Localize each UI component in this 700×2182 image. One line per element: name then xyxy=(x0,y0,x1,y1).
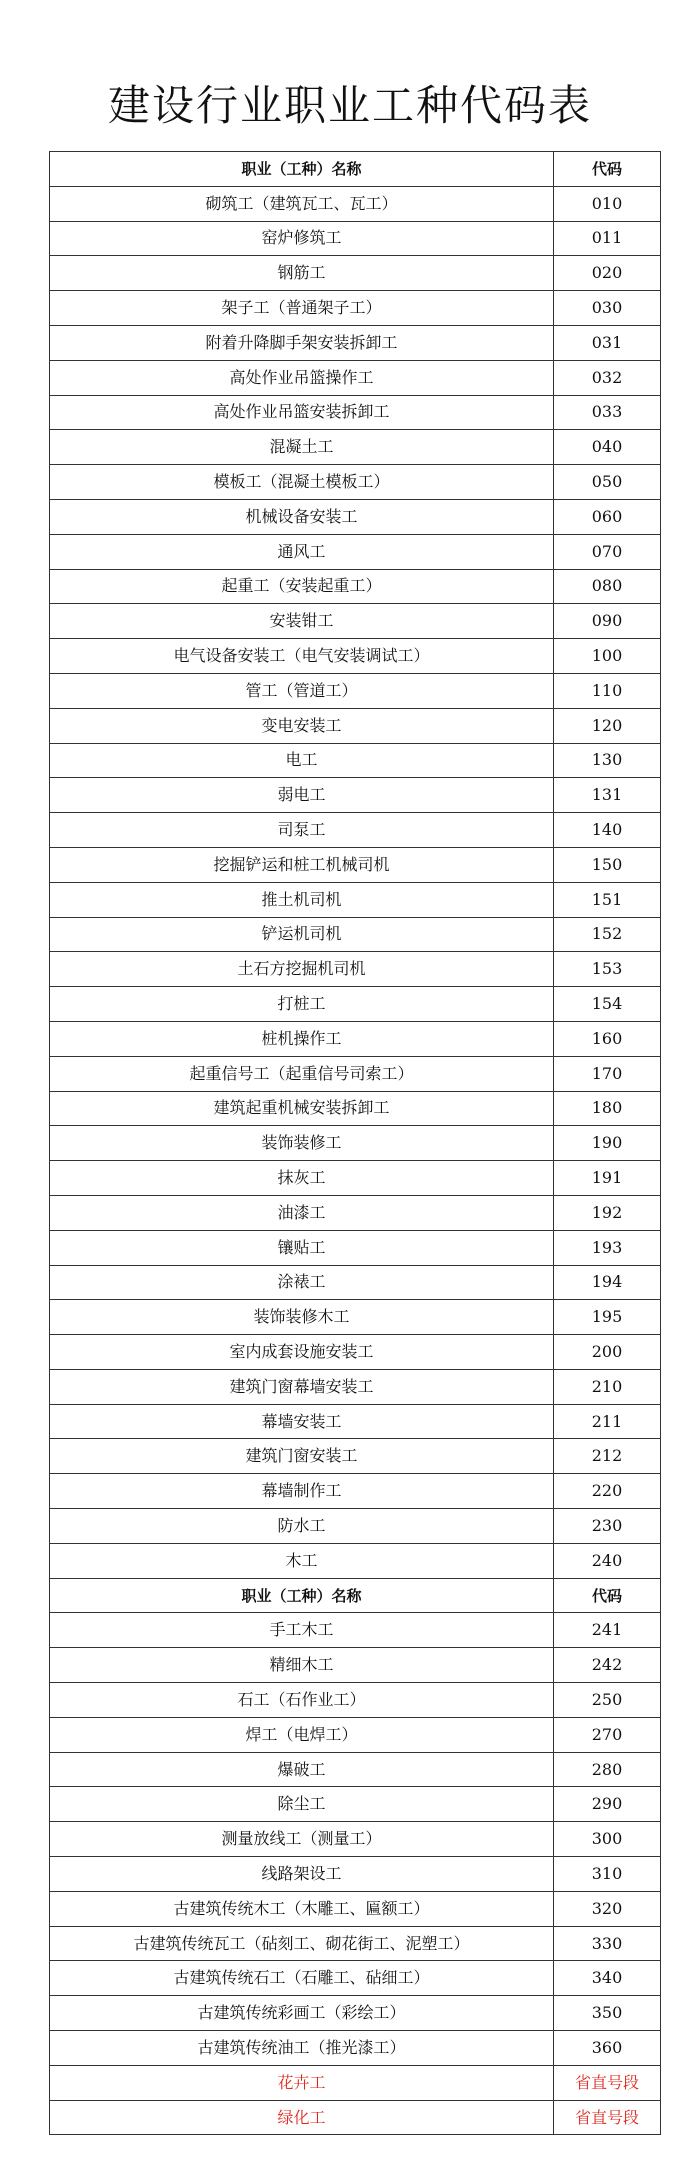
table-row xyxy=(50,1717,661,1752)
occupation-name-cell: 砌筑工（建筑瓦工、瓦工） xyxy=(50,186,554,221)
occupation-name-cell: 除尘工 xyxy=(50,1787,554,1822)
occupation-name-cell: 装饰装修木工 xyxy=(50,1300,554,1335)
table-row xyxy=(50,1265,661,1300)
occupation-code-cell: 330 xyxy=(554,1926,661,1961)
occupation-code-cell: 151 xyxy=(554,882,661,917)
table-row xyxy=(50,221,661,256)
table-row xyxy=(50,1195,661,1230)
table-row xyxy=(50,917,661,952)
occupation-code-cell: 300 xyxy=(554,1822,661,1857)
occupation-name-cell: 测量放线工（测量工） xyxy=(50,1822,554,1857)
table-row xyxy=(50,325,661,360)
occupation-code-cell: 242 xyxy=(554,1648,661,1683)
table-row xyxy=(50,1439,661,1474)
table-row xyxy=(50,1091,661,1126)
occupation-name-cell: 铲运机司机 xyxy=(50,917,554,952)
occupation-name-cell: 建筑门窗安装工 xyxy=(50,1439,554,1474)
page-title: 建设行业职业工种代码表 xyxy=(107,81,592,130)
occupation-name-cell: 起重工（安装起重工） xyxy=(50,569,554,604)
header-code-cell: 代码 xyxy=(554,152,661,187)
table-row xyxy=(50,1161,661,1196)
occupation-code-cell: 195 xyxy=(554,1300,661,1335)
header-code-cell: 代码 xyxy=(554,1578,661,1613)
table-row xyxy=(50,1335,661,1370)
occupation-code-cell: 190 xyxy=(554,1126,661,1161)
occupation-code-cell: 240 xyxy=(554,1543,661,1578)
occupation-code-cell: 省直号段 xyxy=(554,2100,661,2135)
table-row xyxy=(50,395,661,430)
occupation-code-cell: 140 xyxy=(554,813,661,848)
occupation-code-cell: 350 xyxy=(554,1996,661,2031)
occupation-name-cell: 幕墙制作工 xyxy=(50,1474,554,1509)
occupation-name-cell: 电工 xyxy=(50,743,554,778)
occupation-name-cell: 高处作业吊篮安装拆卸工 xyxy=(50,395,554,430)
occupation-name-cell: 架子工（普通架子工） xyxy=(50,291,554,326)
occupation-name-cell: 木工 xyxy=(50,1543,554,1578)
table-row xyxy=(50,499,661,534)
occupation-code-cell: 200 xyxy=(554,1335,661,1370)
occupation-code-cell: 160 xyxy=(554,1021,661,1056)
table-row xyxy=(50,256,661,291)
occupation-name-cell: 机械设备安装工 xyxy=(50,499,554,534)
occupation-name-cell: 幕墙安装工 xyxy=(50,1404,554,1439)
occupation-name-cell: 精细木工 xyxy=(50,1648,554,1683)
table-row xyxy=(50,1230,661,1265)
table-row xyxy=(50,673,661,708)
table-row xyxy=(50,1787,661,1822)
occupation-code-cell: 152 xyxy=(554,917,661,952)
table-row xyxy=(50,1926,661,1961)
occupation-name-cell: 变电安装工 xyxy=(50,708,554,743)
table-row xyxy=(50,1891,661,1926)
occupation-name-cell: 起重信号工（起重信号司索工） xyxy=(50,1056,554,1091)
table-row xyxy=(50,743,661,778)
occupation-code-cell: 120 xyxy=(554,708,661,743)
occupation-name-cell: 防水工 xyxy=(50,1509,554,1544)
occupation-code-cell: 280 xyxy=(554,1752,661,1787)
occupation-code-cell: 040 xyxy=(554,430,661,465)
occupation-code-cell: 154 xyxy=(554,987,661,1022)
occupation-name-cell: 古建筑传统彩画工（彩绘工） xyxy=(50,1996,554,2031)
occupation-name-cell: 混凝土工 xyxy=(50,430,554,465)
table-row xyxy=(50,847,661,882)
table-row xyxy=(50,291,661,326)
table-row xyxy=(50,987,661,1022)
occupation-name-cell: 电气设备安装工（电气安装调试工） xyxy=(50,639,554,674)
occupation-code-cell: 211 xyxy=(554,1404,661,1439)
occupation-code-cell: 320 xyxy=(554,1891,661,1926)
occupation-code-cell: 130 xyxy=(554,743,661,778)
occupation-code-cell: 080 xyxy=(554,569,661,604)
occupation-code-cell: 050 xyxy=(554,465,661,500)
occupation-code-cell: 194 xyxy=(554,1265,661,1300)
occupation-code-cell: 241 xyxy=(554,1613,661,1648)
occupation-name-cell: 弱电工 xyxy=(50,778,554,813)
table-header-row xyxy=(50,152,661,187)
occupation-code-cell: 170 xyxy=(554,1056,661,1091)
table-row xyxy=(50,1021,661,1056)
occupation-name-cell: 焊工（电焊工） xyxy=(50,1717,554,1752)
table-row xyxy=(50,813,661,848)
header-name-cell: 职业（工种）名称 xyxy=(50,1578,554,1613)
table-row xyxy=(50,1613,661,1648)
occupation-name-cell: 油漆工 xyxy=(50,1195,554,1230)
table-row xyxy=(50,2031,661,2066)
occupation-name-cell: 花卉工 xyxy=(50,2065,554,2100)
occupation-code-cell: 011 xyxy=(554,221,661,256)
occupation-name-cell: 古建筑传统石工（石雕工、砧细工） xyxy=(50,1961,554,1996)
table-row xyxy=(50,465,661,500)
occupation-name-cell: 涂裱工 xyxy=(50,1265,554,1300)
occupation-code-cell: 290 xyxy=(554,1787,661,1822)
table-body xyxy=(50,152,661,2135)
occupation-name-cell: 钢筋工 xyxy=(50,256,554,291)
occupation-code-cell: 340 xyxy=(554,1961,661,1996)
table-row xyxy=(50,1648,661,1683)
table-row xyxy=(50,1369,661,1404)
occupation-name-cell: 石工（石作业工） xyxy=(50,1683,554,1718)
occupation-name-cell: 管工（管道工） xyxy=(50,673,554,708)
occupation-code-cell: 191 xyxy=(554,1161,661,1196)
table-row xyxy=(50,1996,661,2031)
occupation-name-cell: 建筑起重机械安装拆卸工 xyxy=(50,1091,554,1126)
table-row xyxy=(50,1961,661,1996)
table-row xyxy=(50,1126,661,1161)
table-row xyxy=(50,1683,661,1718)
table-row xyxy=(50,1300,661,1335)
table-row-highlight xyxy=(50,2100,661,2135)
occupation-code-cell: 032 xyxy=(554,360,661,395)
occupation-code-cell: 250 xyxy=(554,1683,661,1718)
occupation-name-cell: 司泵工 xyxy=(50,813,554,848)
table-row xyxy=(50,1474,661,1509)
table-row xyxy=(50,952,661,987)
table-row xyxy=(50,639,661,674)
occupation-code-table xyxy=(49,151,661,2135)
table-row xyxy=(50,708,661,743)
occupation-name-cell: 古建筑传统油工（推光漆工） xyxy=(50,2031,554,2066)
occupation-name-cell: 线路架设工 xyxy=(50,1857,554,1892)
occupation-name-cell: 安装钳工 xyxy=(50,604,554,639)
table-row xyxy=(50,1752,661,1787)
table-header-row xyxy=(50,1578,661,1613)
occupation-name-cell: 推土机司机 xyxy=(50,882,554,917)
occupation-name-cell: 打桩工 xyxy=(50,987,554,1022)
table-row xyxy=(50,430,661,465)
occupation-code-cell: 060 xyxy=(554,499,661,534)
occupation-name-cell: 抹灰工 xyxy=(50,1161,554,1196)
occupation-code-cell: 010 xyxy=(554,186,661,221)
occupation-code-cell: 220 xyxy=(554,1474,661,1509)
occupation-name-cell: 古建筑传统瓦工（砧刻工、砌花街工、泥塑工） xyxy=(50,1926,554,1961)
occupation-code-cell: 070 xyxy=(554,534,661,569)
table-row xyxy=(50,604,661,639)
occupation-name-cell: 高处作业吊篮操作工 xyxy=(50,360,554,395)
occupation-name-cell: 手工木工 xyxy=(50,1613,554,1648)
table-row xyxy=(50,534,661,569)
occupation-name-cell: 土石方挖掘机司机 xyxy=(50,952,554,987)
occupation-name-cell: 通风工 xyxy=(50,534,554,569)
occupation-code-cell: 110 xyxy=(554,673,661,708)
occupation-code-cell: 153 xyxy=(554,952,661,987)
occupation-code-cell: 193 xyxy=(554,1230,661,1265)
occupation-code-cell: 省直号段 xyxy=(554,2065,661,2100)
occupation-code-cell: 230 xyxy=(554,1509,661,1544)
table-row xyxy=(50,1822,661,1857)
occupation-code-cell: 310 xyxy=(554,1857,661,1892)
occupation-name-cell: 绿化工 xyxy=(50,2100,554,2135)
occupation-code-cell: 090 xyxy=(554,604,661,639)
occupation-name-cell: 窑炉修筑工 xyxy=(50,221,554,256)
occupation-code-cell: 210 xyxy=(554,1369,661,1404)
occupation-name-cell: 爆破工 xyxy=(50,1752,554,1787)
occupation-code-cell: 270 xyxy=(554,1717,661,1752)
occupation-name-cell: 镶贴工 xyxy=(50,1230,554,1265)
occupation-code-cell: 192 xyxy=(554,1195,661,1230)
occupation-code-cell: 360 xyxy=(554,2031,661,2066)
occupation-code-cell: 030 xyxy=(554,291,661,326)
occupation-name-cell: 桩机操作工 xyxy=(50,1021,554,1056)
table-row xyxy=(50,882,661,917)
occupation-name-cell: 室内成套设施安装工 xyxy=(50,1335,554,1370)
occupation-code-cell: 131 xyxy=(554,778,661,813)
occupation-code-cell: 180 xyxy=(554,1091,661,1126)
occupation-name-cell: 挖掘铲运和桩工机械司机 xyxy=(50,847,554,882)
occupation-code-cell: 100 xyxy=(554,639,661,674)
table-row xyxy=(50,1404,661,1439)
occupation-name-cell: 古建筑传统木工（木雕工、匾额工） xyxy=(50,1891,554,1926)
table-row xyxy=(50,360,661,395)
occupation-name-cell: 模板工（混凝土模板工） xyxy=(50,465,554,500)
table-row xyxy=(50,1857,661,1892)
occupation-code-cell: 020 xyxy=(554,256,661,291)
table-row xyxy=(50,569,661,604)
table-row xyxy=(50,778,661,813)
table-row-highlight xyxy=(50,2065,661,2100)
occupation-code-cell: 031 xyxy=(554,325,661,360)
occupation-name-cell: 装饰装修工 xyxy=(50,1126,554,1161)
table-row xyxy=(50,186,661,221)
table-row xyxy=(50,1056,661,1091)
occupation-name-cell: 附着升降脚手架安装拆卸工 xyxy=(50,325,554,360)
occupation-code-cell: 150 xyxy=(554,847,661,882)
header-name-cell: 职业（工种）名称 xyxy=(50,152,554,187)
table-row xyxy=(50,1543,661,1578)
occupation-code-cell: 033 xyxy=(554,395,661,430)
occupation-name-cell: 建筑门窗幕墙安装工 xyxy=(50,1369,554,1404)
table-row xyxy=(50,1509,661,1544)
occupation-code-cell: 212 xyxy=(554,1439,661,1474)
